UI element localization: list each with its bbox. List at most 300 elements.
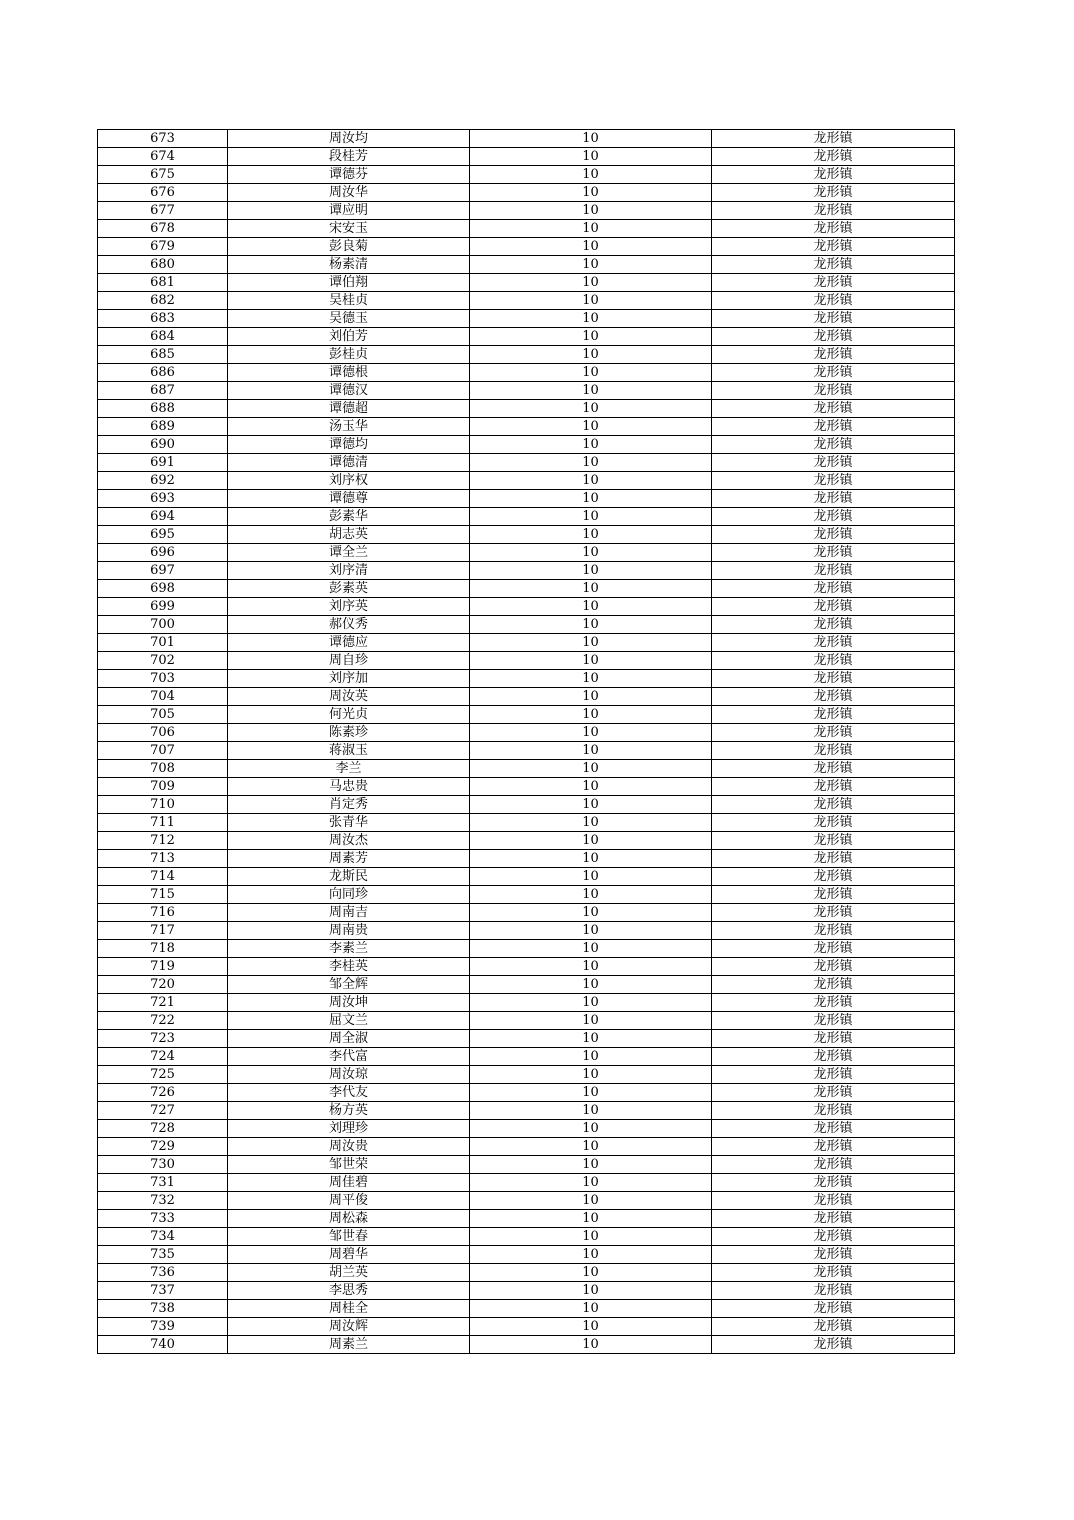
person-name-cell: 张青华 [228, 814, 470, 832]
table-row [98, 688, 955, 706]
town-cell: 龙形镇 [712, 1156, 955, 1174]
row-number-cell: 701 [98, 634, 228, 652]
table-row [98, 1246, 955, 1264]
person-name-cell: 肖定秀 [228, 796, 470, 814]
town-cell: 龙形镇 [712, 238, 955, 256]
person-name-cell: 马忠贵 [228, 778, 470, 796]
amount-cell: 10 [470, 1210, 712, 1228]
row-number-cell: 678 [98, 220, 228, 238]
table-row [98, 346, 955, 364]
amount-cell: 10 [470, 148, 712, 166]
table-row [98, 958, 955, 976]
town-cell: 龙形镇 [712, 922, 955, 940]
person-name-cell: 刘伯芳 [228, 328, 470, 346]
town-cell: 龙形镇 [712, 1192, 955, 1210]
town-cell: 龙形镇 [712, 598, 955, 616]
table-row [98, 922, 955, 940]
amount-cell: 10 [470, 778, 712, 796]
amount-cell: 10 [470, 454, 712, 472]
town-cell: 龙形镇 [712, 148, 955, 166]
town-cell: 龙形镇 [712, 778, 955, 796]
table-row [98, 1066, 955, 1084]
town-cell: 龙形镇 [712, 994, 955, 1012]
row-number-cell: 716 [98, 904, 228, 922]
row-number-cell: 689 [98, 418, 228, 436]
table-row [98, 454, 955, 472]
town-cell: 龙形镇 [712, 292, 955, 310]
town-cell: 龙形镇 [712, 1282, 955, 1300]
amount-cell: 10 [470, 1012, 712, 1030]
person-name-cell: 周汝坤 [228, 994, 470, 1012]
table-row [98, 490, 955, 508]
amount-cell: 10 [470, 184, 712, 202]
person-name-cell: 李代富 [228, 1048, 470, 1066]
amount-cell: 10 [470, 994, 712, 1012]
town-cell: 龙形镇 [712, 634, 955, 652]
person-name-cell: 谭德应 [228, 634, 470, 652]
town-cell: 龙形镇 [712, 418, 955, 436]
row-number-cell: 690 [98, 436, 228, 454]
row-number-cell: 699 [98, 598, 228, 616]
table-row [98, 598, 955, 616]
person-name-cell: 杨方英 [228, 1102, 470, 1120]
table-row [98, 760, 955, 778]
town-cell: 龙形镇 [712, 1228, 955, 1246]
amount-cell: 10 [470, 1318, 712, 1336]
person-name-cell: 李代友 [228, 1084, 470, 1102]
person-name-cell: 邹世荣 [228, 1156, 470, 1174]
table-row [98, 1012, 955, 1030]
row-number-cell: 679 [98, 238, 228, 256]
person-name-cell: 刘序权 [228, 472, 470, 490]
row-number-cell: 715 [98, 886, 228, 904]
table-row [98, 472, 955, 490]
row-number-cell: 718 [98, 940, 228, 958]
amount-cell: 10 [470, 418, 712, 436]
amount-cell: 10 [470, 832, 712, 850]
person-name-cell: 周全淑 [228, 1030, 470, 1048]
amount-cell: 10 [470, 868, 712, 886]
person-name-cell: 陈素珍 [228, 724, 470, 742]
person-name-cell: 周松森 [228, 1210, 470, 1228]
town-cell: 龙形镇 [712, 1048, 955, 1066]
town-cell: 龙形镇 [712, 1300, 955, 1318]
table-row [98, 1282, 955, 1300]
row-number-cell: 680 [98, 256, 228, 274]
town-cell: 龙形镇 [712, 400, 955, 418]
table-row [98, 1264, 955, 1282]
person-name-cell: 彭良菊 [228, 238, 470, 256]
row-number-cell: 734 [98, 1228, 228, 1246]
person-name-cell: 彭素华 [228, 508, 470, 526]
row-number-cell: 720 [98, 976, 228, 994]
person-name-cell: 周素芳 [228, 850, 470, 868]
amount-cell: 10 [470, 598, 712, 616]
row-number-cell: 729 [98, 1138, 228, 1156]
table-row [98, 526, 955, 544]
person-name-cell: 吴桂贞 [228, 292, 470, 310]
amount-cell: 10 [470, 1120, 712, 1138]
table-row [98, 400, 955, 418]
person-name-cell: 龙斯民 [228, 868, 470, 886]
row-number-cell: 712 [98, 832, 228, 850]
row-number-cell: 728 [98, 1120, 228, 1138]
person-name-cell: 汤玉华 [228, 418, 470, 436]
town-cell: 龙形镇 [712, 364, 955, 382]
town-cell: 龙形镇 [712, 940, 955, 958]
person-name-cell: 谭德根 [228, 364, 470, 382]
amount-cell: 10 [470, 364, 712, 382]
amount-cell: 10 [470, 958, 712, 976]
amount-cell: 10 [470, 490, 712, 508]
town-cell: 龙形镇 [712, 490, 955, 508]
person-name-cell: 杨素清 [228, 256, 470, 274]
town-cell: 龙形镇 [712, 166, 955, 184]
table-row [98, 580, 955, 598]
row-number-cell: 737 [98, 1282, 228, 1300]
row-number-cell: 682 [98, 292, 228, 310]
amount-cell: 10 [470, 1174, 712, 1192]
person-name-cell: 郝仪秀 [228, 616, 470, 634]
row-number-cell: 683 [98, 310, 228, 328]
row-number-cell: 739 [98, 1318, 228, 1336]
row-number-cell: 708 [98, 760, 228, 778]
amount-cell: 10 [470, 706, 712, 724]
row-number-cell: 709 [98, 778, 228, 796]
town-cell: 龙形镇 [712, 616, 955, 634]
amount-cell: 10 [470, 1084, 712, 1102]
person-name-cell: 宋安玉 [228, 220, 470, 238]
town-cell: 龙形镇 [712, 850, 955, 868]
table-row [98, 1174, 955, 1192]
town-cell: 龙形镇 [712, 220, 955, 238]
row-number-cell: 703 [98, 670, 228, 688]
town-cell: 龙形镇 [712, 796, 955, 814]
table-row [98, 1210, 955, 1228]
town-cell: 龙形镇 [712, 1318, 955, 1336]
town-cell: 龙形镇 [712, 832, 955, 850]
table-row [98, 508, 955, 526]
town-cell: 龙形镇 [712, 562, 955, 580]
person-name-cell: 蒋淑玉 [228, 742, 470, 760]
amount-cell: 10 [470, 436, 712, 454]
town-cell: 龙形镇 [712, 328, 955, 346]
row-number-cell: 706 [98, 724, 228, 742]
town-cell: 龙形镇 [712, 1264, 955, 1282]
row-number-cell: 684 [98, 328, 228, 346]
table-row [98, 1138, 955, 1156]
amount-cell: 10 [470, 886, 712, 904]
person-name-cell: 谭德尊 [228, 490, 470, 508]
town-cell: 龙形镇 [712, 256, 955, 274]
table-row [98, 1300, 955, 1318]
town-cell: 龙形镇 [712, 976, 955, 994]
table-row [98, 238, 955, 256]
person-name-cell: 邹全辉 [228, 976, 470, 994]
person-name-cell: 刘序清 [228, 562, 470, 580]
person-name-cell: 彭素英 [228, 580, 470, 598]
amount-cell: 10 [470, 526, 712, 544]
amount-cell: 10 [470, 1102, 712, 1120]
table-row [98, 256, 955, 274]
table-row [98, 940, 955, 958]
table-row [98, 1318, 955, 1336]
table-row [98, 976, 955, 994]
roster-table-body [98, 130, 955, 1354]
person-name-cell: 谭伯翔 [228, 274, 470, 292]
row-number-cell: 700 [98, 616, 228, 634]
row-number-cell: 735 [98, 1246, 228, 1264]
town-cell: 龙形镇 [712, 724, 955, 742]
table-row [98, 652, 955, 670]
row-number-cell: 723 [98, 1030, 228, 1048]
amount-cell: 10 [470, 166, 712, 184]
amount-cell: 10 [470, 202, 712, 220]
row-number-cell: 736 [98, 1264, 228, 1282]
town-cell: 龙形镇 [712, 1210, 955, 1228]
town-cell: 龙形镇 [712, 1120, 955, 1138]
row-number-cell: 696 [98, 544, 228, 562]
amount-cell: 10 [470, 130, 712, 148]
row-number-cell: 711 [98, 814, 228, 832]
person-name-cell: 谭德汉 [228, 382, 470, 400]
table-row [98, 850, 955, 868]
row-number-cell: 721 [98, 994, 228, 1012]
town-cell: 龙形镇 [712, 184, 955, 202]
table-row [98, 706, 955, 724]
amount-cell: 10 [470, 688, 712, 706]
amount-cell: 10 [470, 814, 712, 832]
row-number-cell: 731 [98, 1174, 228, 1192]
table-row [98, 994, 955, 1012]
amount-cell: 10 [470, 652, 712, 670]
row-number-cell: 705 [98, 706, 228, 724]
town-cell: 龙形镇 [712, 346, 955, 364]
person-name-cell: 周佳碧 [228, 1174, 470, 1192]
amount-cell: 10 [470, 634, 712, 652]
row-number-cell: 688 [98, 400, 228, 418]
table-row [98, 1156, 955, 1174]
town-cell: 龙形镇 [712, 472, 955, 490]
table-row [98, 364, 955, 382]
person-name-cell: 周汝华 [228, 184, 470, 202]
town-cell: 龙形镇 [712, 760, 955, 778]
row-number-cell: 694 [98, 508, 228, 526]
row-number-cell: 740 [98, 1336, 228, 1354]
town-cell: 龙形镇 [712, 382, 955, 400]
row-number-cell: 674 [98, 148, 228, 166]
amount-cell: 10 [470, 346, 712, 364]
table-row [98, 814, 955, 832]
amount-cell: 10 [470, 796, 712, 814]
town-cell: 龙形镇 [712, 1174, 955, 1192]
town-cell: 龙形镇 [712, 202, 955, 220]
amount-cell: 10 [470, 1300, 712, 1318]
row-number-cell: 733 [98, 1210, 228, 1228]
amount-cell: 10 [470, 742, 712, 760]
amount-cell: 10 [470, 544, 712, 562]
person-name-cell: 周碧华 [228, 1246, 470, 1264]
amount-cell: 10 [470, 670, 712, 688]
town-cell: 龙形镇 [712, 130, 955, 148]
person-name-cell: 屈文兰 [228, 1012, 470, 1030]
town-cell: 龙形镇 [712, 706, 955, 724]
person-name-cell: 刘序加 [228, 670, 470, 688]
amount-cell: 10 [470, 940, 712, 958]
table-row [98, 868, 955, 886]
table-row [98, 328, 955, 346]
table-row [98, 886, 955, 904]
town-cell: 龙形镇 [712, 958, 955, 976]
table-row [98, 778, 955, 796]
table-row [98, 904, 955, 922]
amount-cell: 10 [470, 292, 712, 310]
row-number-cell: 722 [98, 1012, 228, 1030]
amount-cell: 10 [470, 1246, 712, 1264]
town-cell: 龙形镇 [712, 868, 955, 886]
row-number-cell: 685 [98, 346, 228, 364]
table-row [98, 742, 955, 760]
table-row [98, 274, 955, 292]
amount-cell: 10 [470, 1156, 712, 1174]
town-cell: 龙形镇 [712, 580, 955, 598]
person-name-cell: 周南吉 [228, 904, 470, 922]
amount-cell: 10 [470, 976, 712, 994]
amount-cell: 10 [470, 382, 712, 400]
person-name-cell: 何光贞 [228, 706, 470, 724]
table-row [98, 832, 955, 850]
row-number-cell: 686 [98, 364, 228, 382]
table-row [98, 382, 955, 400]
amount-cell: 10 [470, 508, 712, 526]
table-row [98, 1228, 955, 1246]
row-number-cell: 704 [98, 688, 228, 706]
table-row [98, 1192, 955, 1210]
amount-cell: 10 [470, 616, 712, 634]
person-name-cell: 刘理珍 [228, 1120, 470, 1138]
person-name-cell: 周自珍 [228, 652, 470, 670]
row-number-cell: 692 [98, 472, 228, 490]
person-name-cell: 刘序英 [228, 598, 470, 616]
row-number-cell: 717 [98, 922, 228, 940]
town-cell: 龙形镇 [712, 1084, 955, 1102]
person-name-cell: 李桂英 [228, 958, 470, 976]
row-number-cell: 738 [98, 1300, 228, 1318]
row-number-cell: 687 [98, 382, 228, 400]
amount-cell: 10 [470, 850, 712, 868]
table-row [98, 1048, 955, 1066]
town-cell: 龙形镇 [712, 1066, 955, 1084]
table-row [98, 1102, 955, 1120]
town-cell: 龙形镇 [712, 886, 955, 904]
row-number-cell: 691 [98, 454, 228, 472]
row-number-cell: 719 [98, 958, 228, 976]
town-cell: 龙形镇 [712, 508, 955, 526]
row-number-cell: 730 [98, 1156, 228, 1174]
person-name-cell: 谭全兰 [228, 544, 470, 562]
person-name-cell: 谭德均 [228, 436, 470, 454]
person-name-cell: 李兰 [228, 760, 470, 778]
amount-cell: 10 [470, 328, 712, 346]
person-name-cell: 谭德芬 [228, 166, 470, 184]
person-name-cell: 向同珍 [228, 886, 470, 904]
row-number-cell: 675 [98, 166, 228, 184]
table-row [98, 724, 955, 742]
person-name-cell: 胡志英 [228, 526, 470, 544]
table-row [98, 292, 955, 310]
town-cell: 龙形镇 [712, 904, 955, 922]
person-name-cell: 吴德玉 [228, 310, 470, 328]
table-row [98, 436, 955, 454]
amount-cell: 10 [470, 1138, 712, 1156]
amount-cell: 10 [470, 400, 712, 418]
amount-cell: 10 [470, 1066, 712, 1084]
row-number-cell: 695 [98, 526, 228, 544]
person-name-cell: 谭德超 [228, 400, 470, 418]
row-number-cell: 707 [98, 742, 228, 760]
amount-cell: 10 [470, 238, 712, 256]
person-name-cell: 李思秀 [228, 1282, 470, 1300]
table-row [98, 544, 955, 562]
person-name-cell: 彭桂贞 [228, 346, 470, 364]
town-cell: 龙形镇 [712, 1336, 955, 1354]
row-number-cell: 727 [98, 1102, 228, 1120]
row-number-cell: 698 [98, 580, 228, 598]
person-name-cell: 谭应明 [228, 202, 470, 220]
table-row [98, 796, 955, 814]
person-name-cell: 周素兰 [228, 1336, 470, 1354]
table-row [98, 1030, 955, 1048]
amount-cell: 10 [470, 1264, 712, 1282]
town-cell: 龙形镇 [712, 1138, 955, 1156]
person-name-cell: 胡兰英 [228, 1264, 470, 1282]
person-name-cell: 谭德清 [228, 454, 470, 472]
amount-cell: 10 [470, 1192, 712, 1210]
town-cell: 龙形镇 [712, 814, 955, 832]
amount-cell: 10 [470, 760, 712, 778]
table-row [98, 166, 955, 184]
table-row [98, 310, 955, 328]
row-number-cell: 673 [98, 130, 228, 148]
amount-cell: 10 [470, 220, 712, 238]
table-row [98, 670, 955, 688]
amount-cell: 10 [470, 1030, 712, 1048]
amount-cell: 10 [470, 472, 712, 490]
town-cell: 龙形镇 [712, 436, 955, 454]
amount-cell: 10 [470, 562, 712, 580]
amount-cell: 10 [470, 1228, 712, 1246]
row-number-cell: 681 [98, 274, 228, 292]
row-number-cell: 693 [98, 490, 228, 508]
row-number-cell: 714 [98, 868, 228, 886]
row-number-cell: 725 [98, 1066, 228, 1084]
table-row [98, 184, 955, 202]
person-name-cell: 周汝琼 [228, 1066, 470, 1084]
amount-cell: 10 [470, 310, 712, 328]
row-number-cell: 702 [98, 652, 228, 670]
table-row [98, 562, 955, 580]
row-number-cell: 710 [98, 796, 228, 814]
row-number-cell: 726 [98, 1084, 228, 1102]
amount-cell: 10 [470, 256, 712, 274]
town-cell: 龙形镇 [712, 670, 955, 688]
person-name-cell: 周平俊 [228, 1192, 470, 1210]
person-name-cell: 周汝均 [228, 130, 470, 148]
town-cell: 龙形镇 [712, 454, 955, 472]
person-name-cell: 周桂全 [228, 1300, 470, 1318]
table-row [98, 634, 955, 652]
person-name-cell: 邹世春 [228, 1228, 470, 1246]
